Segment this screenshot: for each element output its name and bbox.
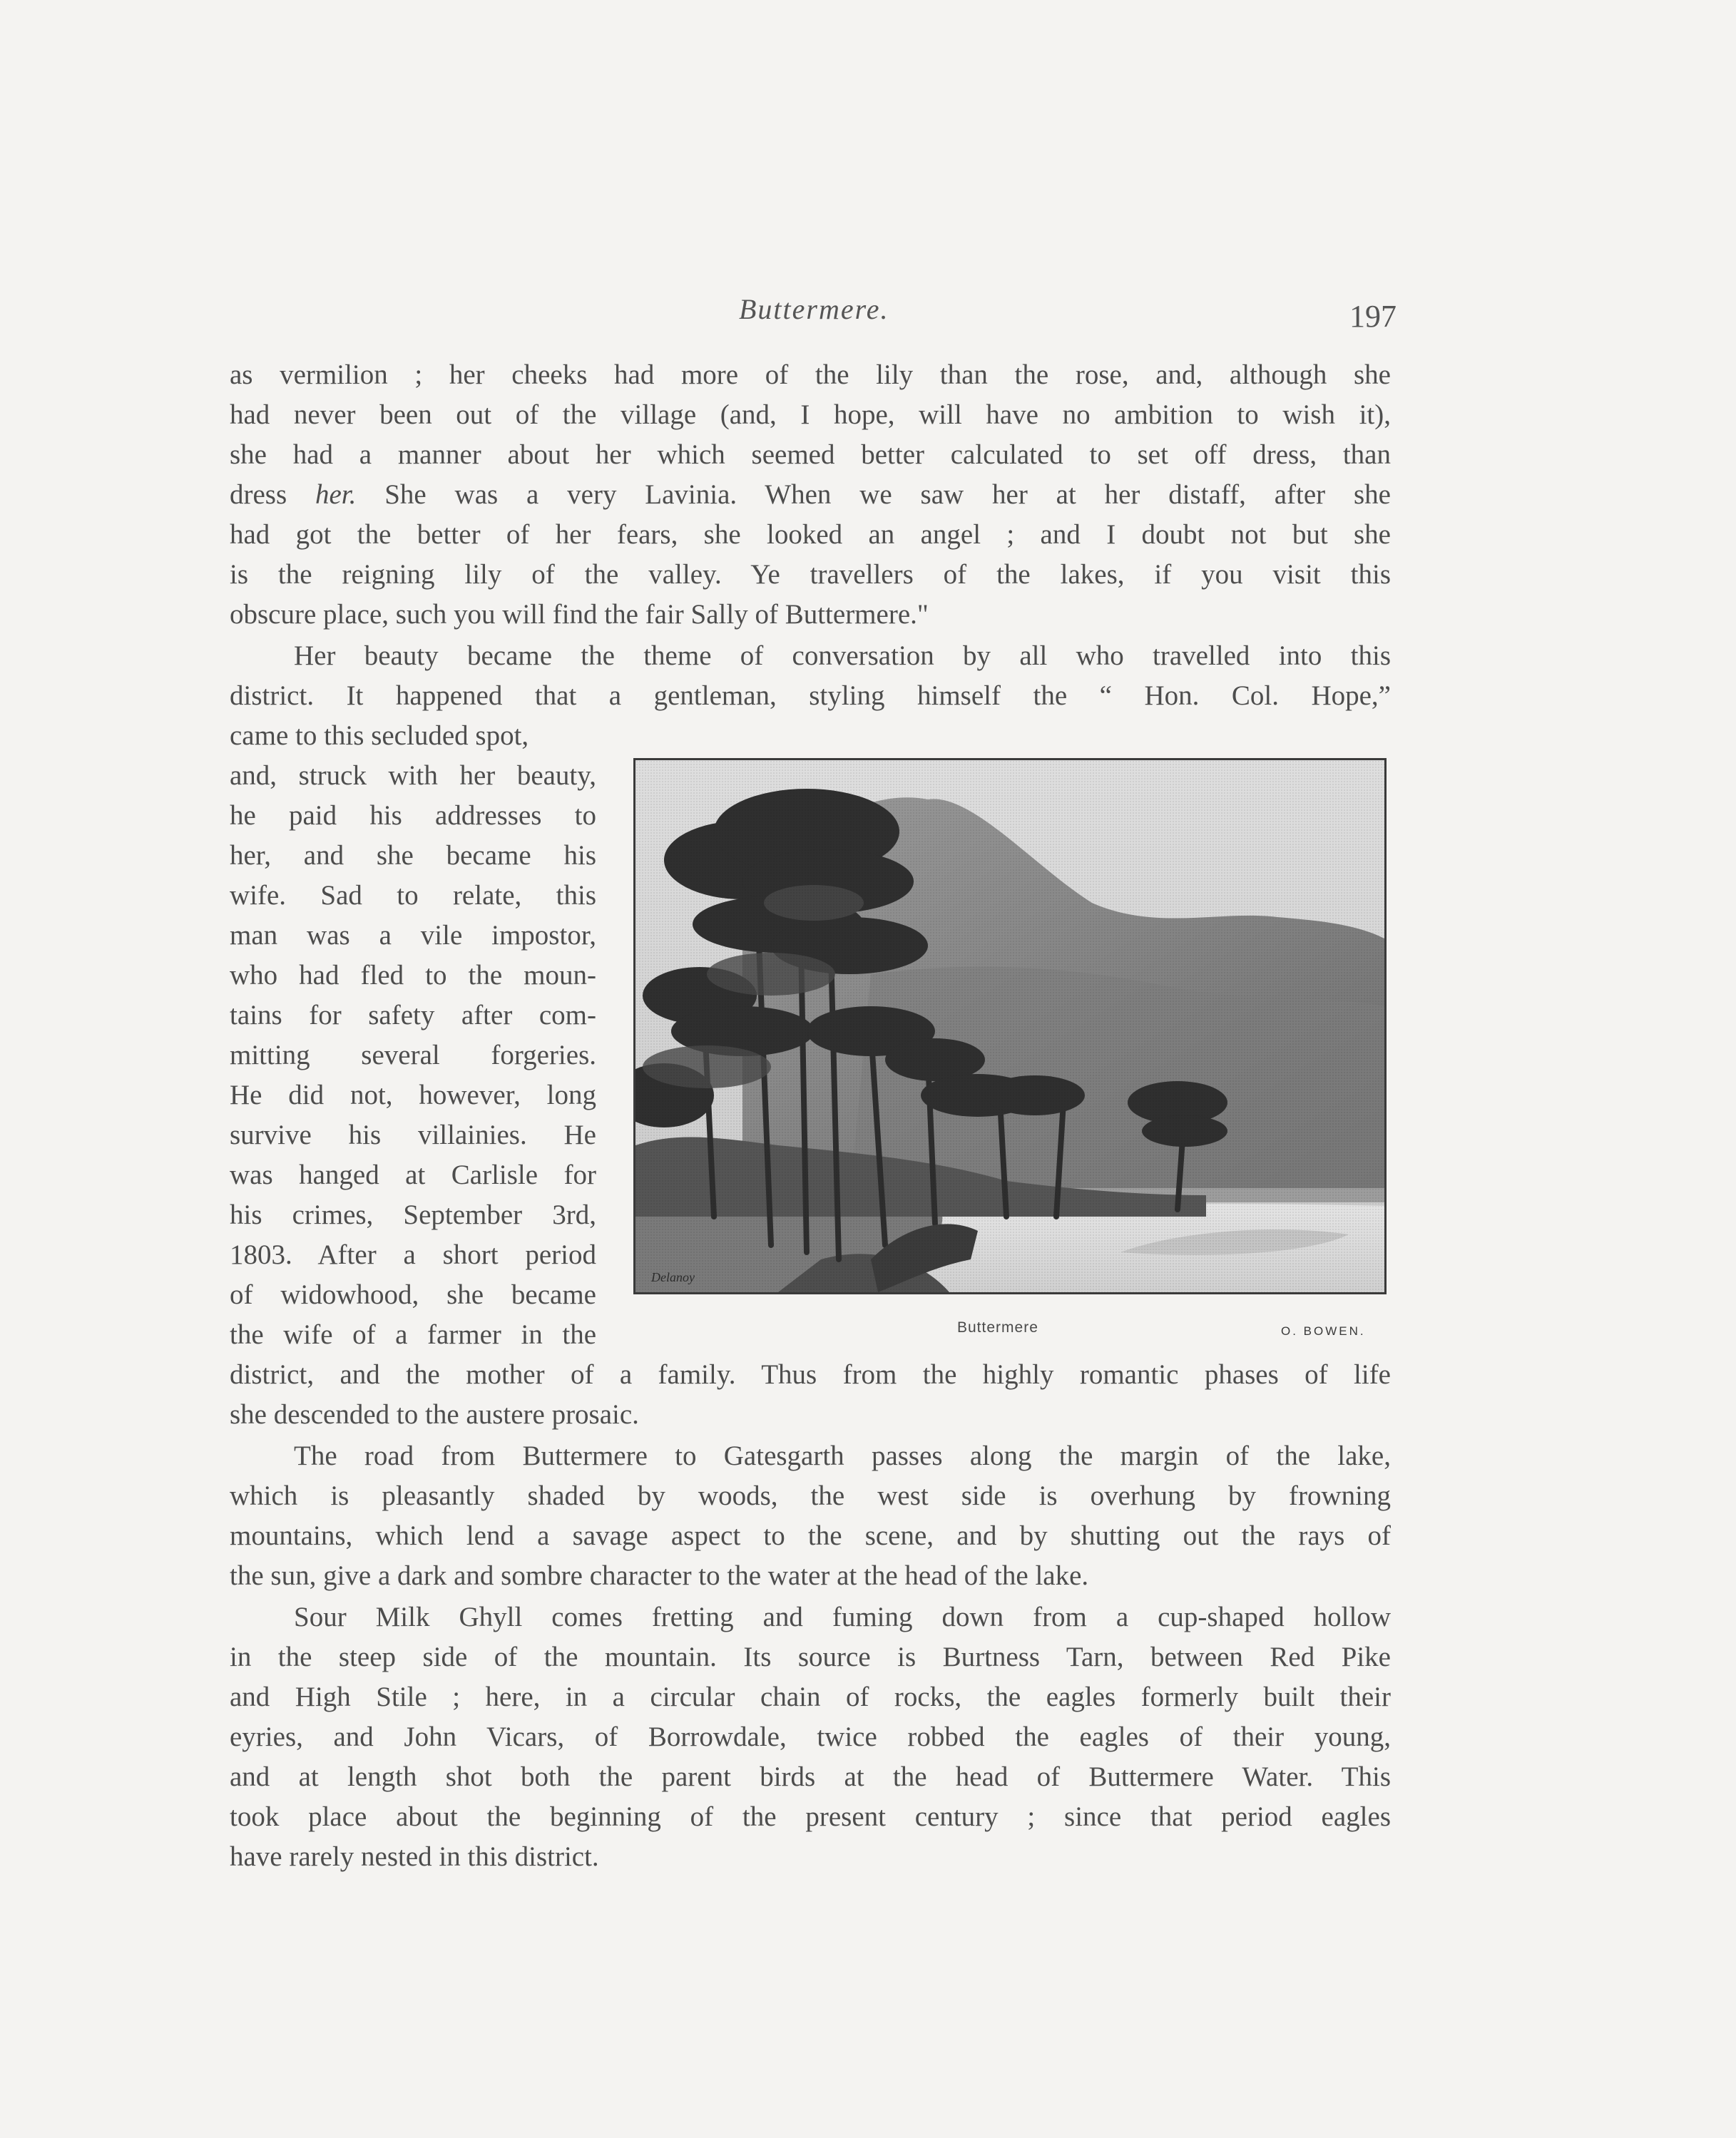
engraver-signature: Delanoy xyxy=(651,1270,695,1284)
buttermere-photograph xyxy=(633,758,1387,1294)
text-line: she had a manner about her which seemed better calculated to set off dress, than xyxy=(230,439,1391,470)
text-run: She was a very Lavinia. When we saw her at her distaff, after she xyxy=(356,479,1391,510)
italic-word: her. xyxy=(315,479,357,510)
text-line: obscure place, such you will find the fair Sally of Buttermere." xyxy=(230,599,929,630)
text-line: of widowhood, she became xyxy=(230,1279,596,1310)
text-line: man was a vile impostor, xyxy=(230,920,596,951)
text-line: which is pleasantly shaded by woods, the west side is overhung by frowning xyxy=(230,1480,1391,1511)
text-line: who had fled to the moun- xyxy=(230,960,596,991)
text-line: is the reigning lily of the valley. Ye travellers of the lakes, if you visit this xyxy=(230,559,1391,590)
text-line: The road from Buttermere to Gatesgarth passes along the margin of the lake, xyxy=(294,1441,1391,1471)
text-line: district. It happened that a gentleman, styling himself the “ Hon. Col. Hope,” xyxy=(230,680,1391,711)
text-line xyxy=(230,475,1391,515)
figure-caption: Buttermere xyxy=(957,1319,1038,1336)
text-line: had never been out of the village (and, I hope, will have no ambition to wish it), xyxy=(230,399,1391,430)
running-head: Buttermere. xyxy=(739,293,889,325)
text-line: eyries, and John Vicars, of Borrowdale, twice robbed the eagles of their young, xyxy=(230,1722,1391,1752)
text-line: and, struck with her beauty, xyxy=(230,760,596,791)
text-line: survive his villainies. He xyxy=(230,1120,596,1150)
text-line: her, and she became his xyxy=(230,840,596,871)
text-line: mountains, which lend a savage aspect to the scene, and by shutting out the rays of xyxy=(230,1520,1391,1551)
text-line: came to this secluded spot, xyxy=(230,720,529,751)
text-line: have rarely nested in this district. xyxy=(230,1841,599,1872)
text-line: she descended to the austere prosaic. xyxy=(230,1399,639,1430)
figure-credit: O. BOWEN. xyxy=(1281,1324,1366,1338)
text-line: tains for safety after com- xyxy=(230,1000,596,1030)
text-line: Sour Milk Ghyll comes fretting and fuming down from a cup-shaped hollow xyxy=(294,1602,1391,1632)
page-number: 197 xyxy=(1349,299,1397,334)
text-line: and High Stile ; here, in a circular chain of rocks, the eagles formerly built their xyxy=(230,1682,1391,1712)
text-line: his crimes, September 3rd, xyxy=(230,1200,596,1230)
landscape-illustration xyxy=(635,760,1384,1292)
text-line: the wife of a farmer in the xyxy=(230,1319,596,1350)
text-line: was hanged at Carlisle for xyxy=(230,1160,596,1190)
text-line: took place about the beginning of the present century ; since that period eagles xyxy=(230,1801,1391,1832)
text-line: in the steep side of the mountain. Its source is Burtness Tarn, between Red Pike xyxy=(230,1642,1391,1672)
text-line: as vermilion ; her cheeks had more of the lily than the rose, and, although she xyxy=(230,359,1391,390)
text-line: district, and the mother of a family. Thus from the highly romantic phases of life xyxy=(230,1359,1391,1390)
text-line: 1803. After a short period xyxy=(230,1239,596,1270)
text-line: Her beauty became the theme of conversation by all who travelled into this xyxy=(294,640,1391,671)
text-line: and at length shot both the parent birds at the head of Buttermere Water. This xyxy=(230,1761,1391,1792)
text-line: had got the better of her fears, she looked an angel ; and I doubt not but she xyxy=(230,519,1391,550)
text-line: the sun, give a dark and sombre character to the water at the head of the lake. xyxy=(230,1560,1089,1591)
text-line: He did not, however, long xyxy=(230,1080,596,1110)
text-run: dress xyxy=(230,479,315,510)
text-line: he paid his addresses to xyxy=(230,800,596,831)
text-line: mitting several forgeries. xyxy=(230,1040,596,1070)
text-line: wife. Sad to relate, this xyxy=(230,880,596,911)
